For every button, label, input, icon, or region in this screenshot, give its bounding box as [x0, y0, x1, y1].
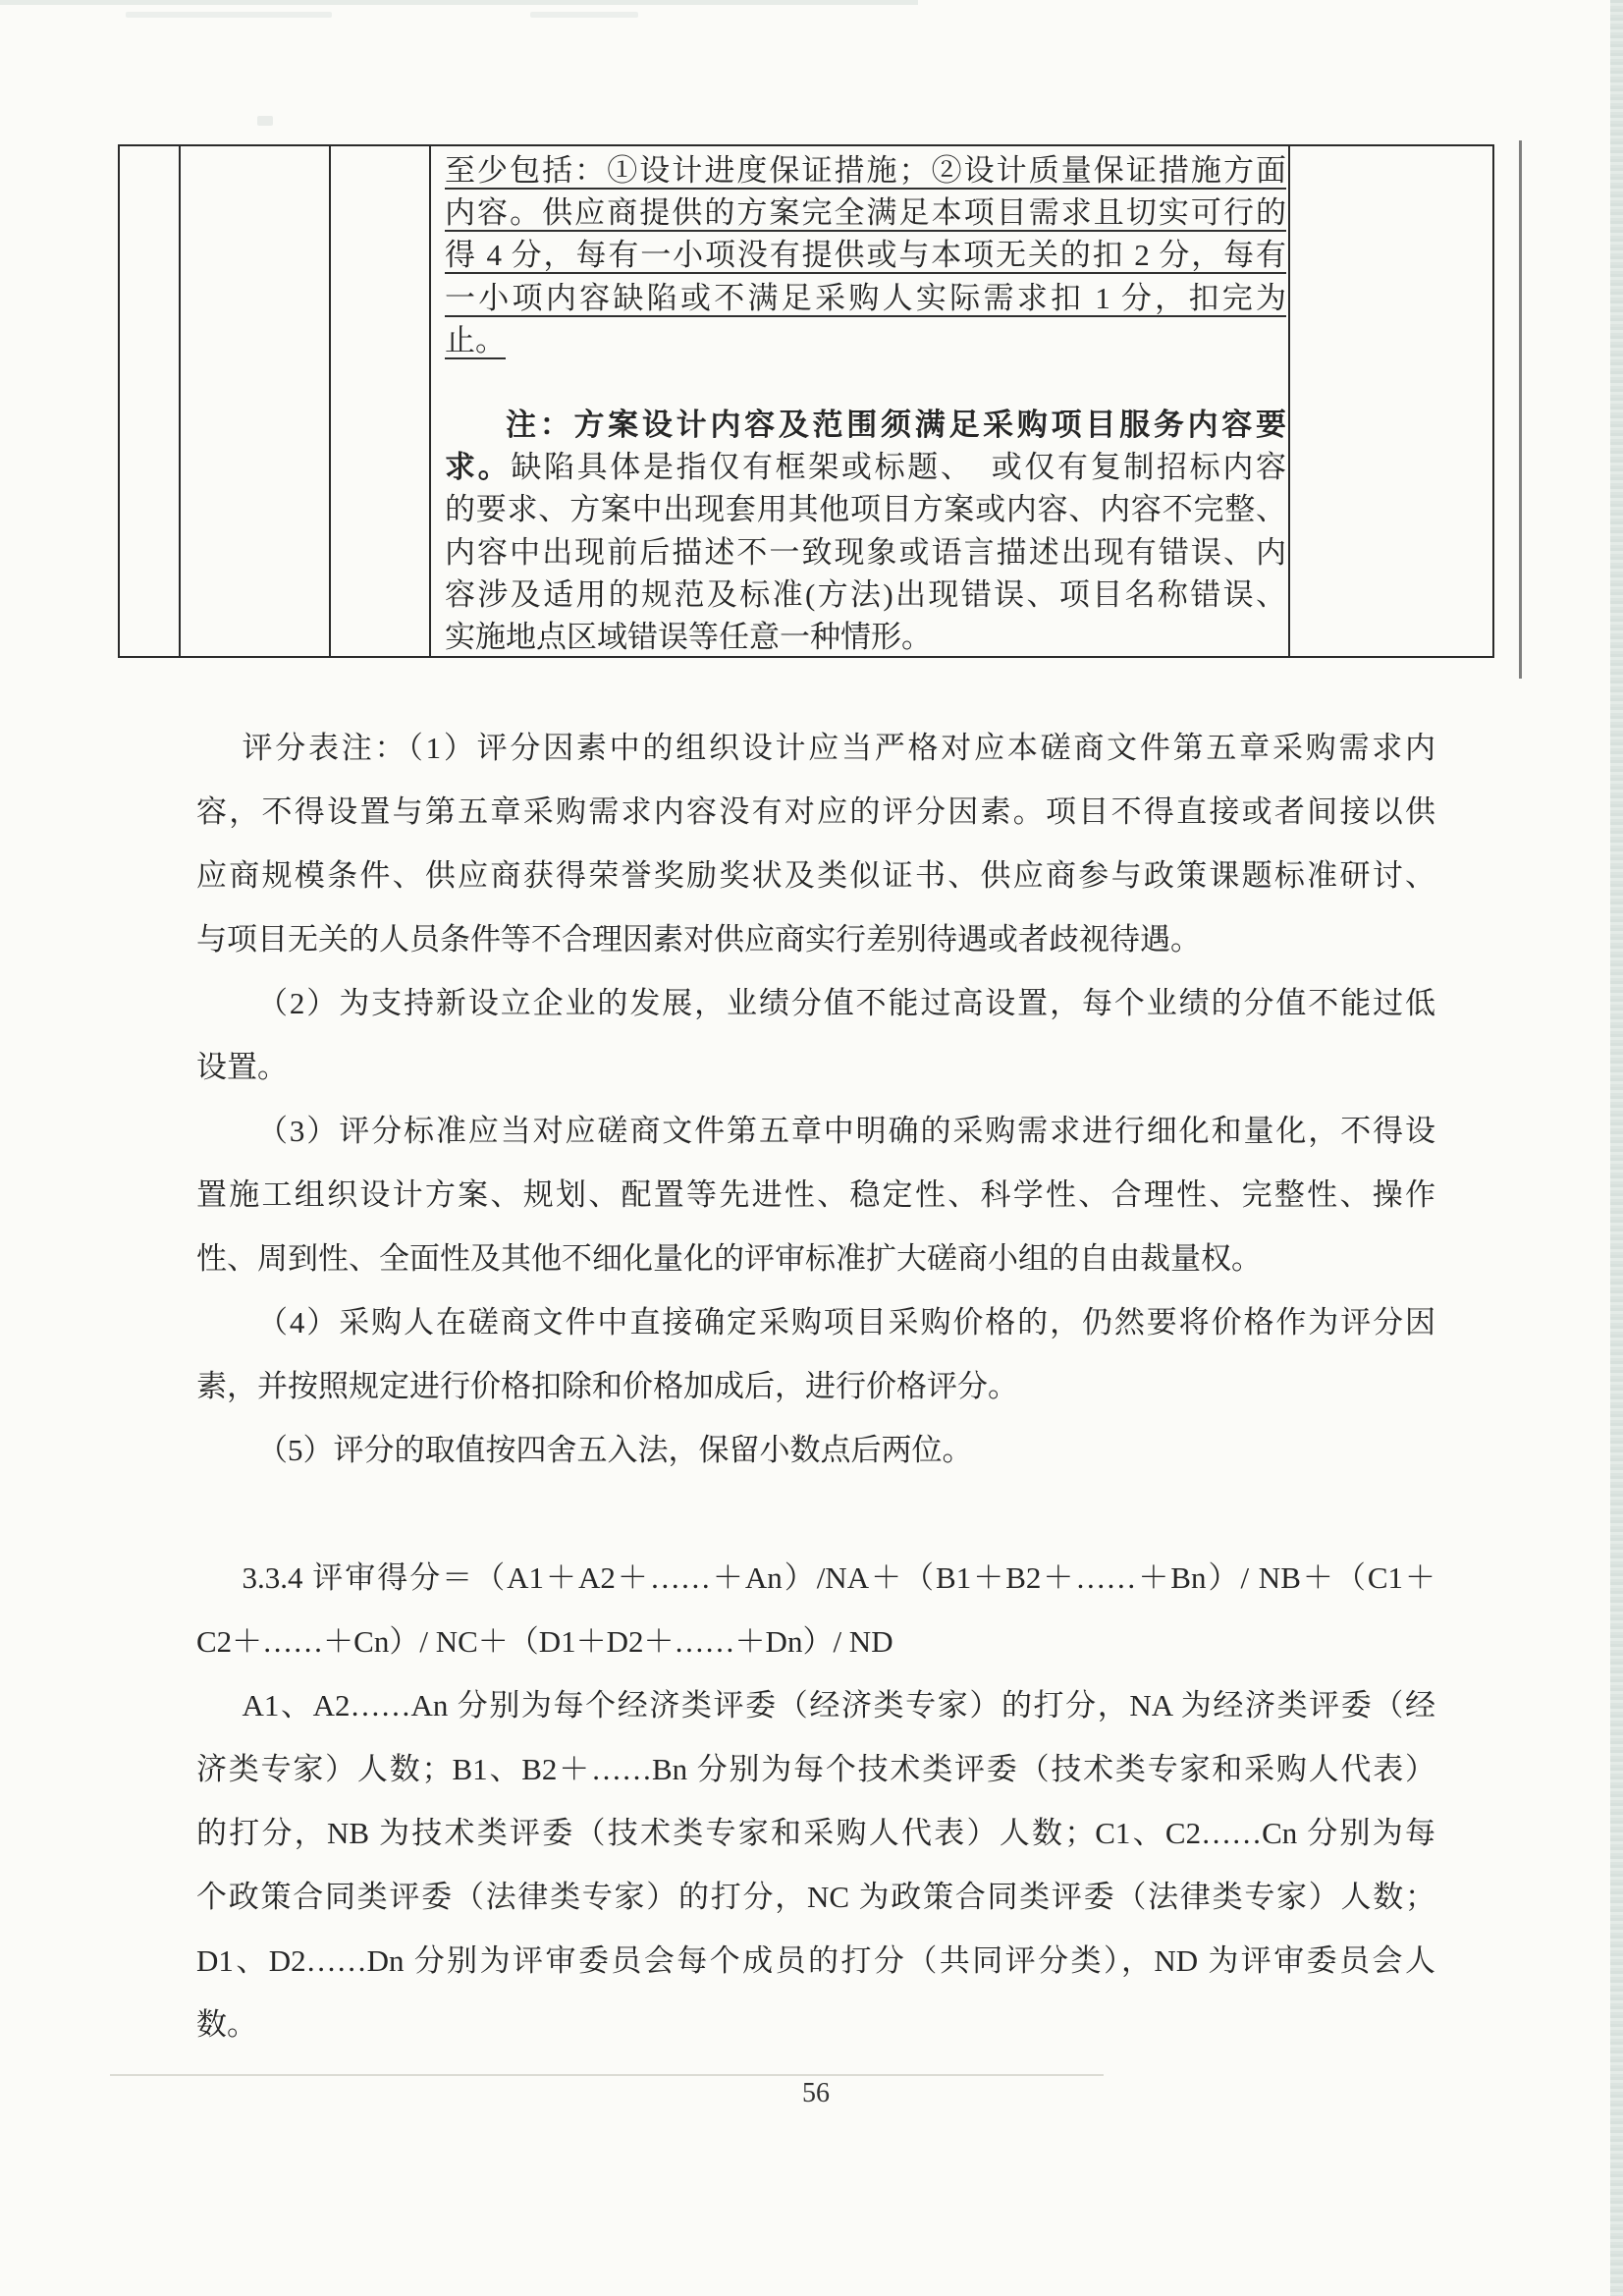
scan-smudge — [126, 12, 332, 18]
scan-top-streak — [0, 0, 918, 5]
underlined-text: 一小项内容缺陷或不满足采购人实际需求扣 1 分，扣完为 — [445, 280, 1286, 315]
blank-line — [196, 1482, 1435, 1546]
body-line: 济类专家）人数；B1、B2＋……Bn 分别为每个技术类评委（技术类专家和采购人代表） — [196, 1752, 1435, 1786]
table-cell-note-line — [445, 446, 1286, 488]
body-line: D1、D2……Dn 分别为评审委员会每个成员的打分（共同评分类），ND 为评审委员会人 — [196, 1943, 1435, 1978]
evaluation-criteria-table — [118, 144, 1494, 658]
scan-smudge — [530, 12, 638, 18]
body-line: 评分表注：（1）评分因素中的组织设计应当严格对应本磋商文件第五章采购需求内 — [242, 731, 1435, 765]
underlined-text: 至少包括：①设计进度保证措施；②设计质量保证措施方面 — [445, 153, 1286, 188]
body-line: （2）为支持新设立企业的发展，业绩分值不能过高设置，每个业绩的分值不能过低 — [257, 986, 1435, 1020]
table-cell-line — [445, 277, 1286, 319]
body-line: A1、A2……An 分别为每个经济类评委（经济类专家）的打分，NA 为经济类评委（经 — [242, 1688, 1435, 1722]
body-line: 容，不得设置与第五章采购需求内容没有对应的评分因素。项目不得直接或者间接以供 — [196, 794, 1435, 829]
body-line: 应商规模条件、供应商获得荣誉奖励奖状及类似证书、供应商参与政策课题标准研讨、 — [196, 858, 1435, 893]
body-line: （3）评分标准应当对应磋商文件第五章中明确的采购需求进行细化和量化，不得设 — [257, 1114, 1435, 1148]
table-cell-note-line: 的要求、方案中出现套用其他项目方案或内容、内容不完整、 — [445, 492, 1286, 527]
table-column-divider — [179, 146, 181, 656]
body-line: 置施工组织设计方案、规划、配置等先进性、稳定性、科学性、合理性、完整性、操作 — [196, 1177, 1435, 1212]
note-regular-text: 缺陷具体是指仅有框架或标题、 或仅有复制招标内容 — [511, 450, 1287, 485]
body-line: 与项目无关的人员条件等不合理因素对供应商实行差别待遇或者歧视待遇。 — [196, 922, 1201, 957]
scan-vertical-line-artifact — [1519, 140, 1522, 679]
underlined-text: 内容。供应商提供的方案完全满足本项目需求且切实可行的 — [445, 195, 1286, 231]
page-number: 56 — [802, 2078, 830, 2108]
table-cell-note-line — [445, 404, 1286, 446]
footer-rule — [110, 2074, 1104, 2076]
body-line: 数。 — [196, 2007, 257, 2042]
table-cell-line — [445, 234, 1286, 276]
underlined-text: 止。 — [445, 322, 506, 357]
formula-line: C2＋……＋Cn）/ NC＋（D1＋D2＋……＋Dn）/ ND — [196, 1624, 893, 1659]
table-cell-note-line: 内容中出现前后描述不一致现象或语言描述出现有错误、内 — [445, 534, 1286, 570]
table-column-divider — [329, 146, 331, 656]
table-cell-line — [445, 149, 1286, 191]
note-bold-text: 求。 — [445, 450, 512, 485]
table-cell-line — [445, 191, 1286, 234]
body-text — [196, 716, 1435, 2056]
scan-edge-band — [1610, 0, 1623, 2296]
body-line: （5）评分的取值按四舍五入法，保留小数点后两位。 — [257, 1433, 973, 1467]
criteria-cell-content — [445, 149, 1286, 658]
body-line: 性、周到性、全面性及其他不细化量化的评审标准扩大磋商小组的自由裁量权。 — [196, 1241, 1262, 1276]
table-cell-line — [445, 319, 1286, 361]
table-cell-note-line: 实施地点区域错误等任意一种情形。 — [445, 620, 932, 655]
body-line: 素，并按照规定进行价格扣除和价格加成后，进行价格评分。 — [196, 1369, 1018, 1403]
body-line: 个政策合同类评委（法律类专家）的打分，NC 为政策合同类评委（法律类专家）人数； — [196, 1880, 1435, 1914]
table-cell-note-line: 容涉及适用的规范及标准(方法)出现错误、项目名称错误、 — [445, 576, 1286, 612]
table-column-divider — [429, 146, 431, 656]
body-line: 的打分，NB 为技术类评委（技术类专家和采购人代表）人数；C1、C2……Cn 分别为每 — [196, 1816, 1435, 1850]
table-column-divider — [1288, 146, 1290, 656]
blank-line — [445, 361, 1286, 404]
body-line: （4）采购人在磋商文件中直接确定采购项目采购价格的，仍然要将价格作为评分因 — [257, 1305, 1435, 1339]
underlined-text: 得 4 分，每有一小项没有提供或与本项无关的扣 2 分，每有 — [445, 238, 1286, 273]
formula-line: 3.3.4 评审得分＝（A1＋A2＋……＋An）/NA＋（B1＋B2＋……＋Bn）/ NB＋（C1＋ — [242, 1560, 1435, 1595]
scan-smudge — [257, 116, 273, 126]
body-line: 设置。 — [196, 1050, 288, 1084]
note-bold-text: 注：方案设计内容及范围须满足采购项目服务内容要 — [506, 408, 1286, 443]
